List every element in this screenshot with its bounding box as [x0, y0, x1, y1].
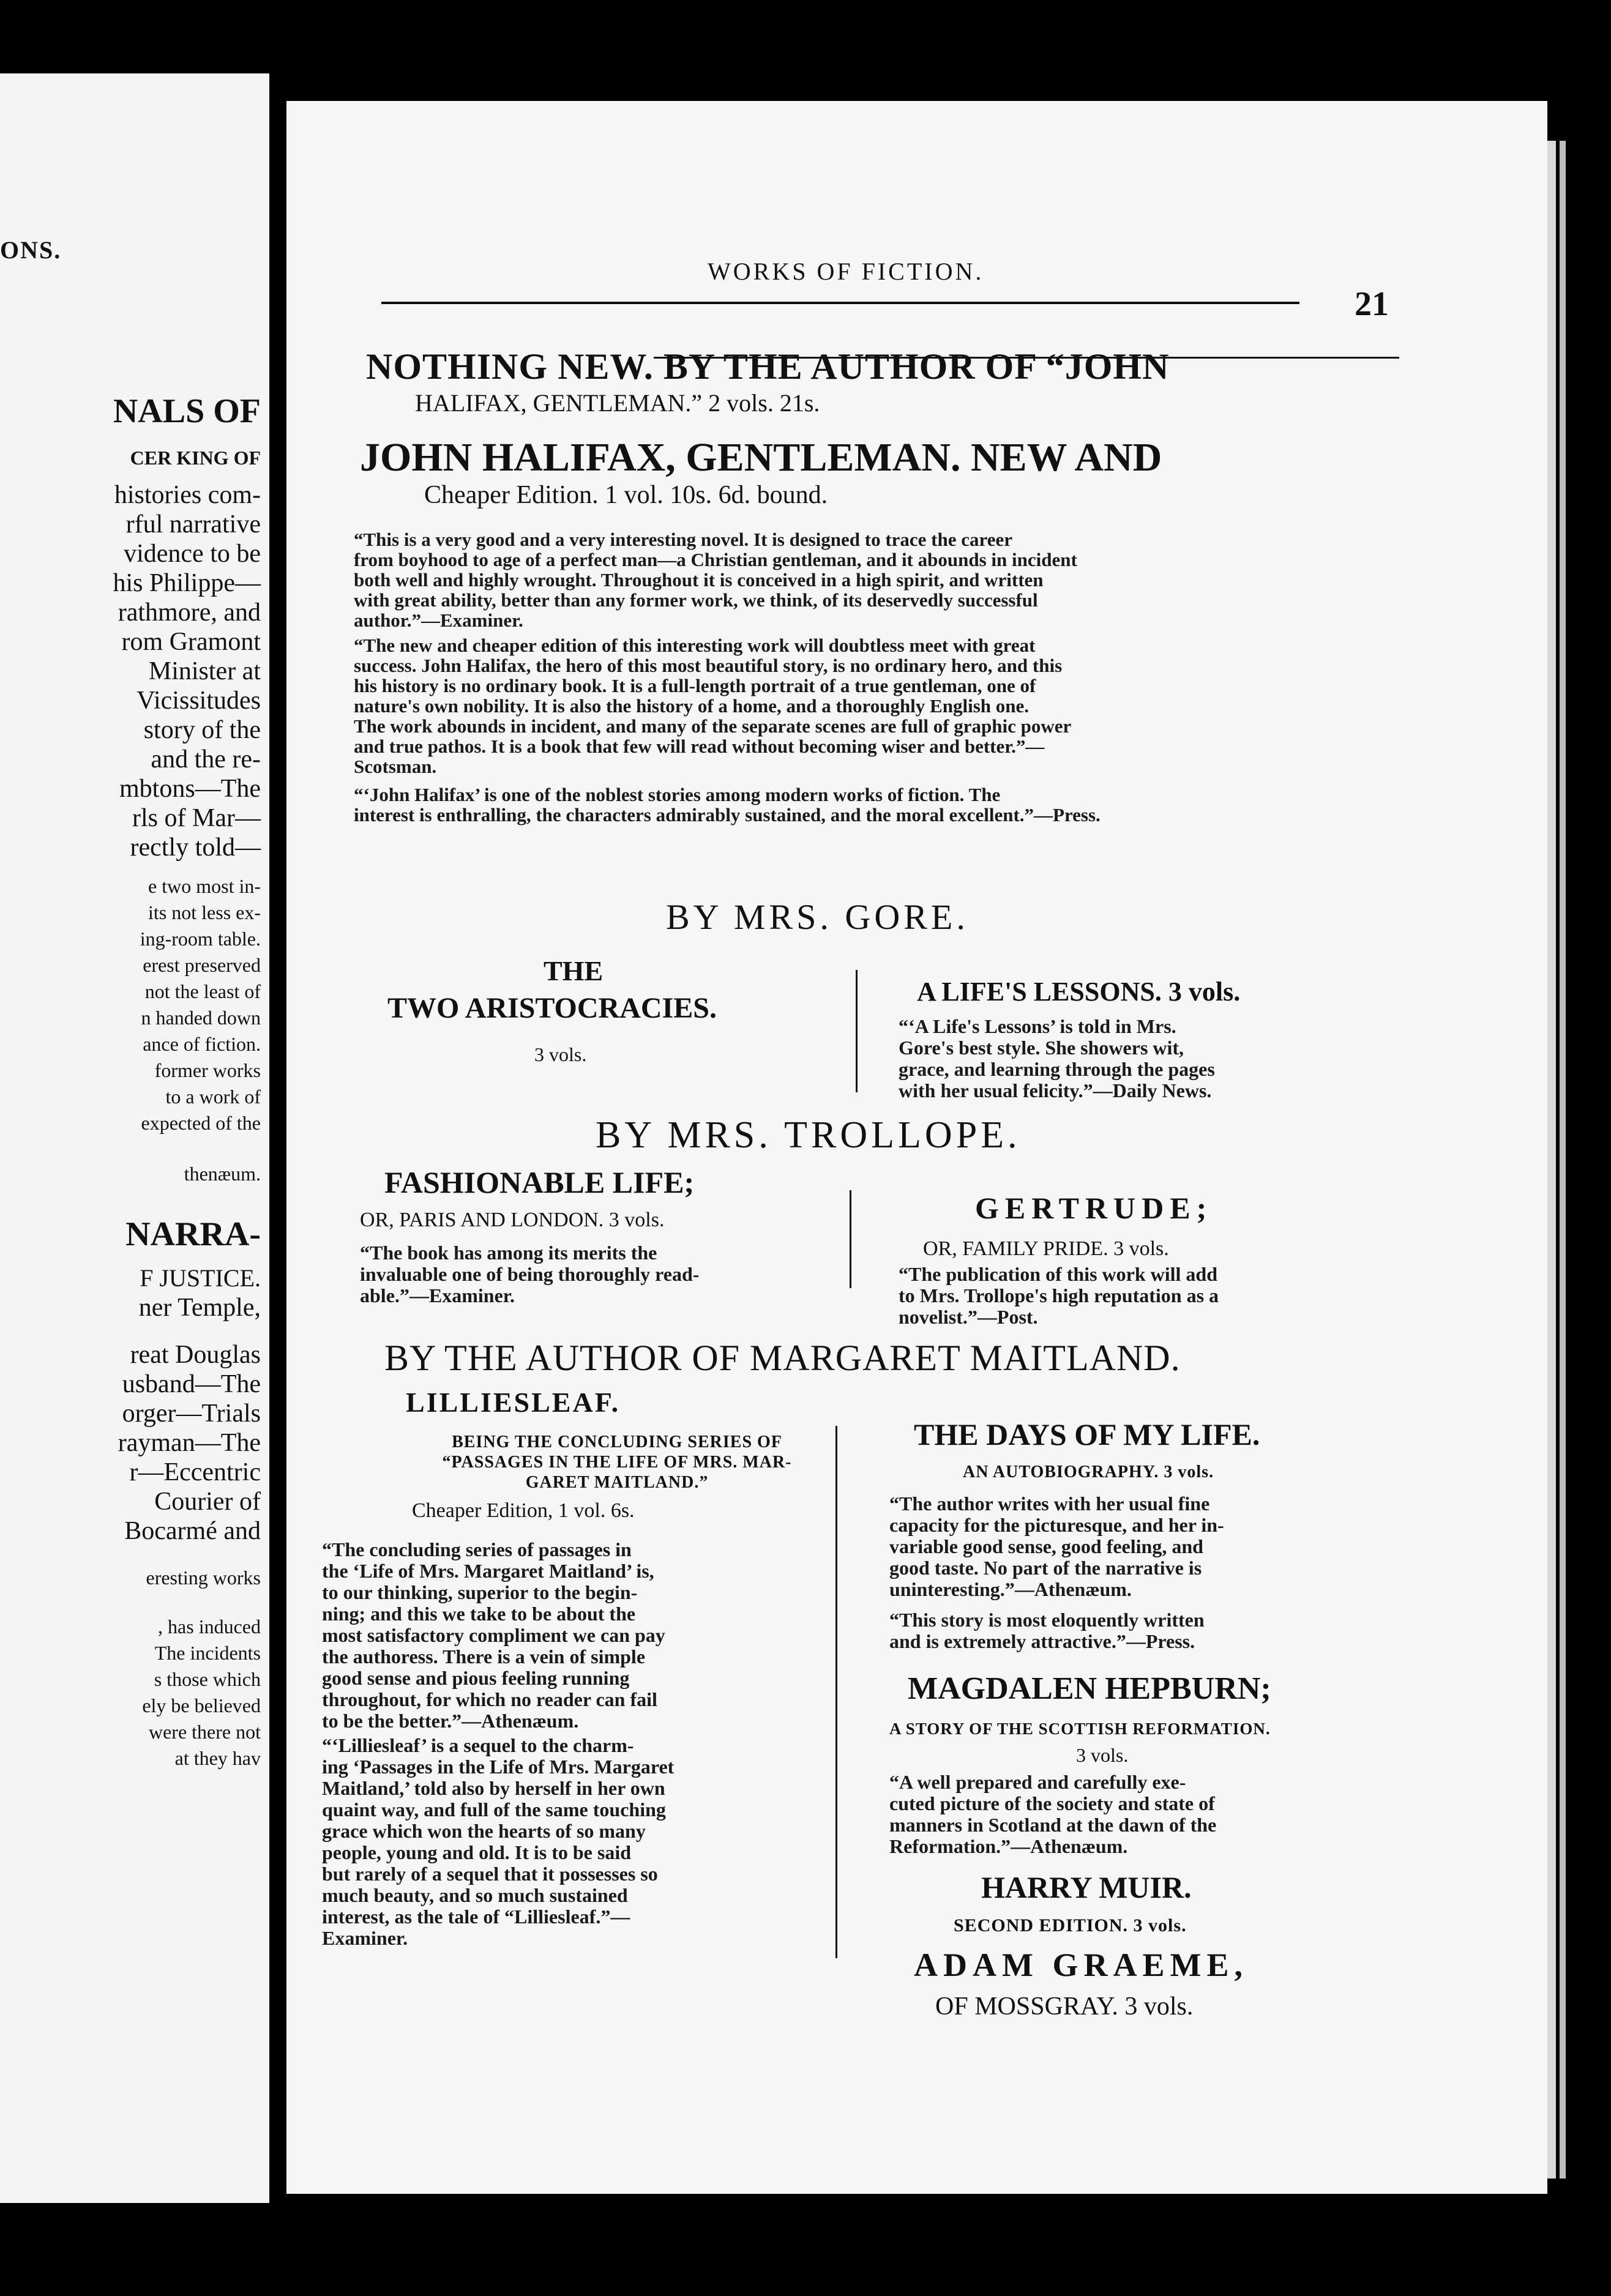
left-facing-page: [0, 73, 269, 2203]
left-page-line: Vicissitudes: [136, 687, 261, 715]
days-of-my-life-review-athenaeum: “The author writes with her usual fine capacity for the picturesque, and her in- variable good sense, good feeling, and good taste. No part of the narrative is uninteresting.”—Athenæum.: [889, 1493, 1224, 1600]
left-page-line: not the least of: [144, 980, 261, 1002]
left-page-line: rayman—The: [118, 1429, 261, 1457]
days-of-my-life-review-press: “This story is most eloquently written and is extremely attractive.”—Press.: [889, 1609, 1205, 1652]
left-page-line: erest preserved: [143, 954, 261, 976]
left-page-line: vidence to be: [124, 540, 261, 568]
left-page-line: , has induced: [158, 1616, 261, 1638]
left-page-line: expected of the: [141, 1112, 261, 1134]
lilliesleaf-edition: Cheaper Edition, 1 vol. 6s.: [412, 1499, 635, 1522]
page-edge: [1547, 141, 1556, 2179]
left-page-line: orger—Trials: [122, 1400, 261, 1428]
left-page-line: rls of Mar—: [132, 804, 261, 832]
lilliesleaf-review-examiner: “‘Lilliesleaf’ is a sequel to the charm- ing ‘Passages in the Life of Mrs. Margaret Maitland,’ told also by herself in her own quaint way, and full of the same touching grace which won the hearts of so many people, young and old. It is to be said but rarely of a sequel that it possesses so much beauty, and so much sustained interest, as the tale of “Lilliesleaf.”— Examiner.: [322, 1734, 675, 1949]
magdalen-hepburn-review: “A well prepared and carefully exe- cuted picture of the society and state of manners in Scotland at the dawn of the Reformation.”—Athenæum.: [889, 1771, 1217, 1857]
left-page-line: his Philippe—: [113, 569, 261, 597]
left-page-line: rectly told—: [130, 833, 261, 862]
trollope-left-subtitle: OR, PARIS AND LONDON. 3 vols.: [360, 1209, 665, 1231]
trollope-left-review: “The book has among its merits the invaluable one of being thoroughly read- able.”—Examiner.: [360, 1242, 700, 1306]
left-page-line: F JUSTICE.: [140, 1264, 261, 1292]
left-page-line: mbtons—The: [119, 775, 261, 803]
john-halifax-edition: Cheaper Edition. 1 vol. 10s. 6d. bound.: [424, 481, 828, 509]
left-page-line: r—Eccentric: [129, 1458, 261, 1486]
lilliesleaf-subtitle: BEING THE CONCLUDING SERIES OF “PASSAGES IN THE LIFE OF MRS. MAR- GARET MAITLAND.”: [442, 1433, 792, 1492]
harry-muir-subtitle: SECOND EDITION. 3 vols.: [954, 1915, 1187, 1936]
left-page-line: and the re-: [151, 745, 261, 773]
left-page-line: ely be believed: [142, 1694, 261, 1716]
adam-graeme-subtitle: OF MOSSGRAY. 3 vols.: [935, 1992, 1194, 2021]
left-page-line: ner Temple,: [138, 1294, 261, 1322]
trollope-left-title: FASHIONABLE LIFE;: [384, 1165, 695, 1199]
harry-muir-title: HARRY MUIR.: [981, 1870, 1192, 1904]
john-halifax-review-examiner: “This is a very good and a very interesting novel. It is designed to trace the career from boyhood to age of a perfect man—a Christian gentleman, and it abounds in incident both well and highly wrought. Throughout it is conceived in a high spirit, and written with great ability, better than any former work, we think, of its deservedly successful author.”—Examiner.: [354, 529, 1077, 631]
lilliesleaf-review-athenaeum: “The concluding series of passages in the ‘Life of Mrs. Margaret Maitland’ is, to our thinking, superior to the begin- ning; and this we take to be about the most satisfactory compliment we can pay the authoress. There is a vein of simple good sense and pious feeling running throughout, for which no reader can fail to be the better.”—Athenæum.: [322, 1538, 665, 1732]
gore-left-vols: 3 vols.: [534, 1043, 587, 1065]
left-page-line: n handed down: [141, 1007, 261, 1029]
left-page-header: ONS.: [0, 236, 62, 264]
left-page-line: rful narrative: [125, 510, 261, 539]
john-halifax-review-scotsman: “The new and cheaper edition of this interesting work will doubtless meet with great success. John Halifax, the hero of this most beautiful story, is no ordinary hero, and this his history is no ordinary book. It is a full-length portrait of a true gentleman, one of nature's own nobility. It is also the history of a home, and a thoroughly English one. The work abounds in incident, and many of the separate scenes are full of graphic power and true pathos. It is a book that few will read without becoming wiser and better.”— Scotsman.: [354, 635, 1072, 777]
days-of-my-life-title: THE DAYS OF MY LIFE.: [914, 1417, 1260, 1452]
left-page-line: rathmore, and: [118, 598, 261, 627]
gore-right-review: “‘A Life's Lessons’ is told in Mrs. Gore's best style. She showers wit, grace, and learning through the pages with her usual felicity.”—Daily News.: [899, 1015, 1215, 1101]
gore-left-title-line2: TWO ARISTOCRACIES.: [387, 992, 717, 1024]
left-page-line: histories com-: [114, 481, 261, 509]
gore-right-title: A LIFE'S LESSONS. 3 vols.: [917, 977, 1241, 1007]
left-page-line: story of the: [143, 716, 261, 744]
left-page-line: e two most in-: [148, 875, 261, 897]
days-of-my-life-subtitle: AN AUTOBIOGRAPHY. 3 vols.: [963, 1463, 1214, 1482]
running-title: WORKS OF FICTION.: [708, 258, 984, 285]
right-page: [286, 101, 1547, 2194]
left-page-line: Minister at: [148, 657, 261, 685]
left-page-line: thenæum.: [184, 1163, 261, 1185]
left-page-line: were there not: [148, 1721, 261, 1743]
left-page-line: The incidents: [154, 1642, 261, 1664]
left-page-line: former works: [154, 1059, 261, 1081]
column-divider: [835, 1426, 837, 1958]
left-page-line: reat Douglas: [130, 1341, 261, 1369]
gore-left-title-line1: THE: [544, 955, 604, 986]
nothing-new-subtitle: HALIFAX, GENTLEMAN.” 2 vols. 21s.: [415, 389, 820, 417]
john-halifax-review-press: “‘John Halifax’ is one of the noblest stories among modern works of fiction. The interest is enthralling, the characters admirably sustained, and the moral excellent.”—Press.: [354, 784, 1101, 826]
header-rule: [381, 302, 1299, 304]
magdalen-hepburn-vols: 3 vols.: [1076, 1744, 1129, 1766]
left-page-line: to a work of: [165, 1086, 261, 1108]
page-edge: [1560, 141, 1566, 2179]
left-page-line: ance of fiction.: [143, 1033, 261, 1055]
john-halifax-title: JOHN HALIFAX, GENTLEMAN. NEW AND: [360, 435, 1162, 480]
left-page-line: NARRA-: [125, 1215, 261, 1253]
magdalen-hepburn-title: MAGDALEN HEPBURN;: [908, 1671, 1271, 1706]
nothing-new-title: NOTHING NEW. BY THE AUTHOR OF “JOHN: [366, 346, 1170, 387]
left-page-line: s those which: [154, 1668, 261, 1690]
left-page-line: Courier of: [154, 1488, 261, 1516]
adam-graeme-title: ADAM GRAEME,: [914, 1947, 1248, 1983]
left-page-line: Bocarmé and: [124, 1517, 261, 1545]
trollope-right-review: “The publication of this work will add to Mrs. Trollope's high reputation as a novelist.”—Post.: [899, 1263, 1219, 1328]
magdalen-hepburn-subtitle: A STORY OF THE SCOTTISH REFORMATION.: [889, 1720, 1271, 1738]
lilliesleaf-title: LILLIESLEAF.: [406, 1387, 621, 1418]
left-page-line: ing-room table.: [140, 928, 261, 950]
left-page-line: eresting works: [146, 1567, 261, 1589]
trollope-heading: BY MRS. TROLLOPE.: [596, 1114, 1021, 1156]
trollope-right-subtitle: OR, FAMILY PRIDE. 3 vols.: [923, 1237, 1169, 1260]
maitland-heading: BY THE AUTHOR OF MARGARET MAITLAND.: [384, 1338, 1181, 1378]
left-page-line: NALS OF: [113, 392, 261, 430]
left-page-line: its not less ex-: [148, 901, 261, 923]
left-page-line: rom Gramont: [121, 628, 261, 656]
trollope-right-title: GERTRUDE;: [975, 1191, 1213, 1225]
gore-heading: BY MRS. GORE.: [666, 897, 969, 937]
left-page-line: at they hav: [174, 1747, 261, 1769]
column-divider: [850, 1190, 851, 1288]
left-page-line: usband—The: [122, 1370, 261, 1398]
left-page-line: CER KING OF: [130, 447, 261, 469]
column-divider: [856, 970, 858, 1092]
page-number: 21: [1355, 285, 1389, 323]
